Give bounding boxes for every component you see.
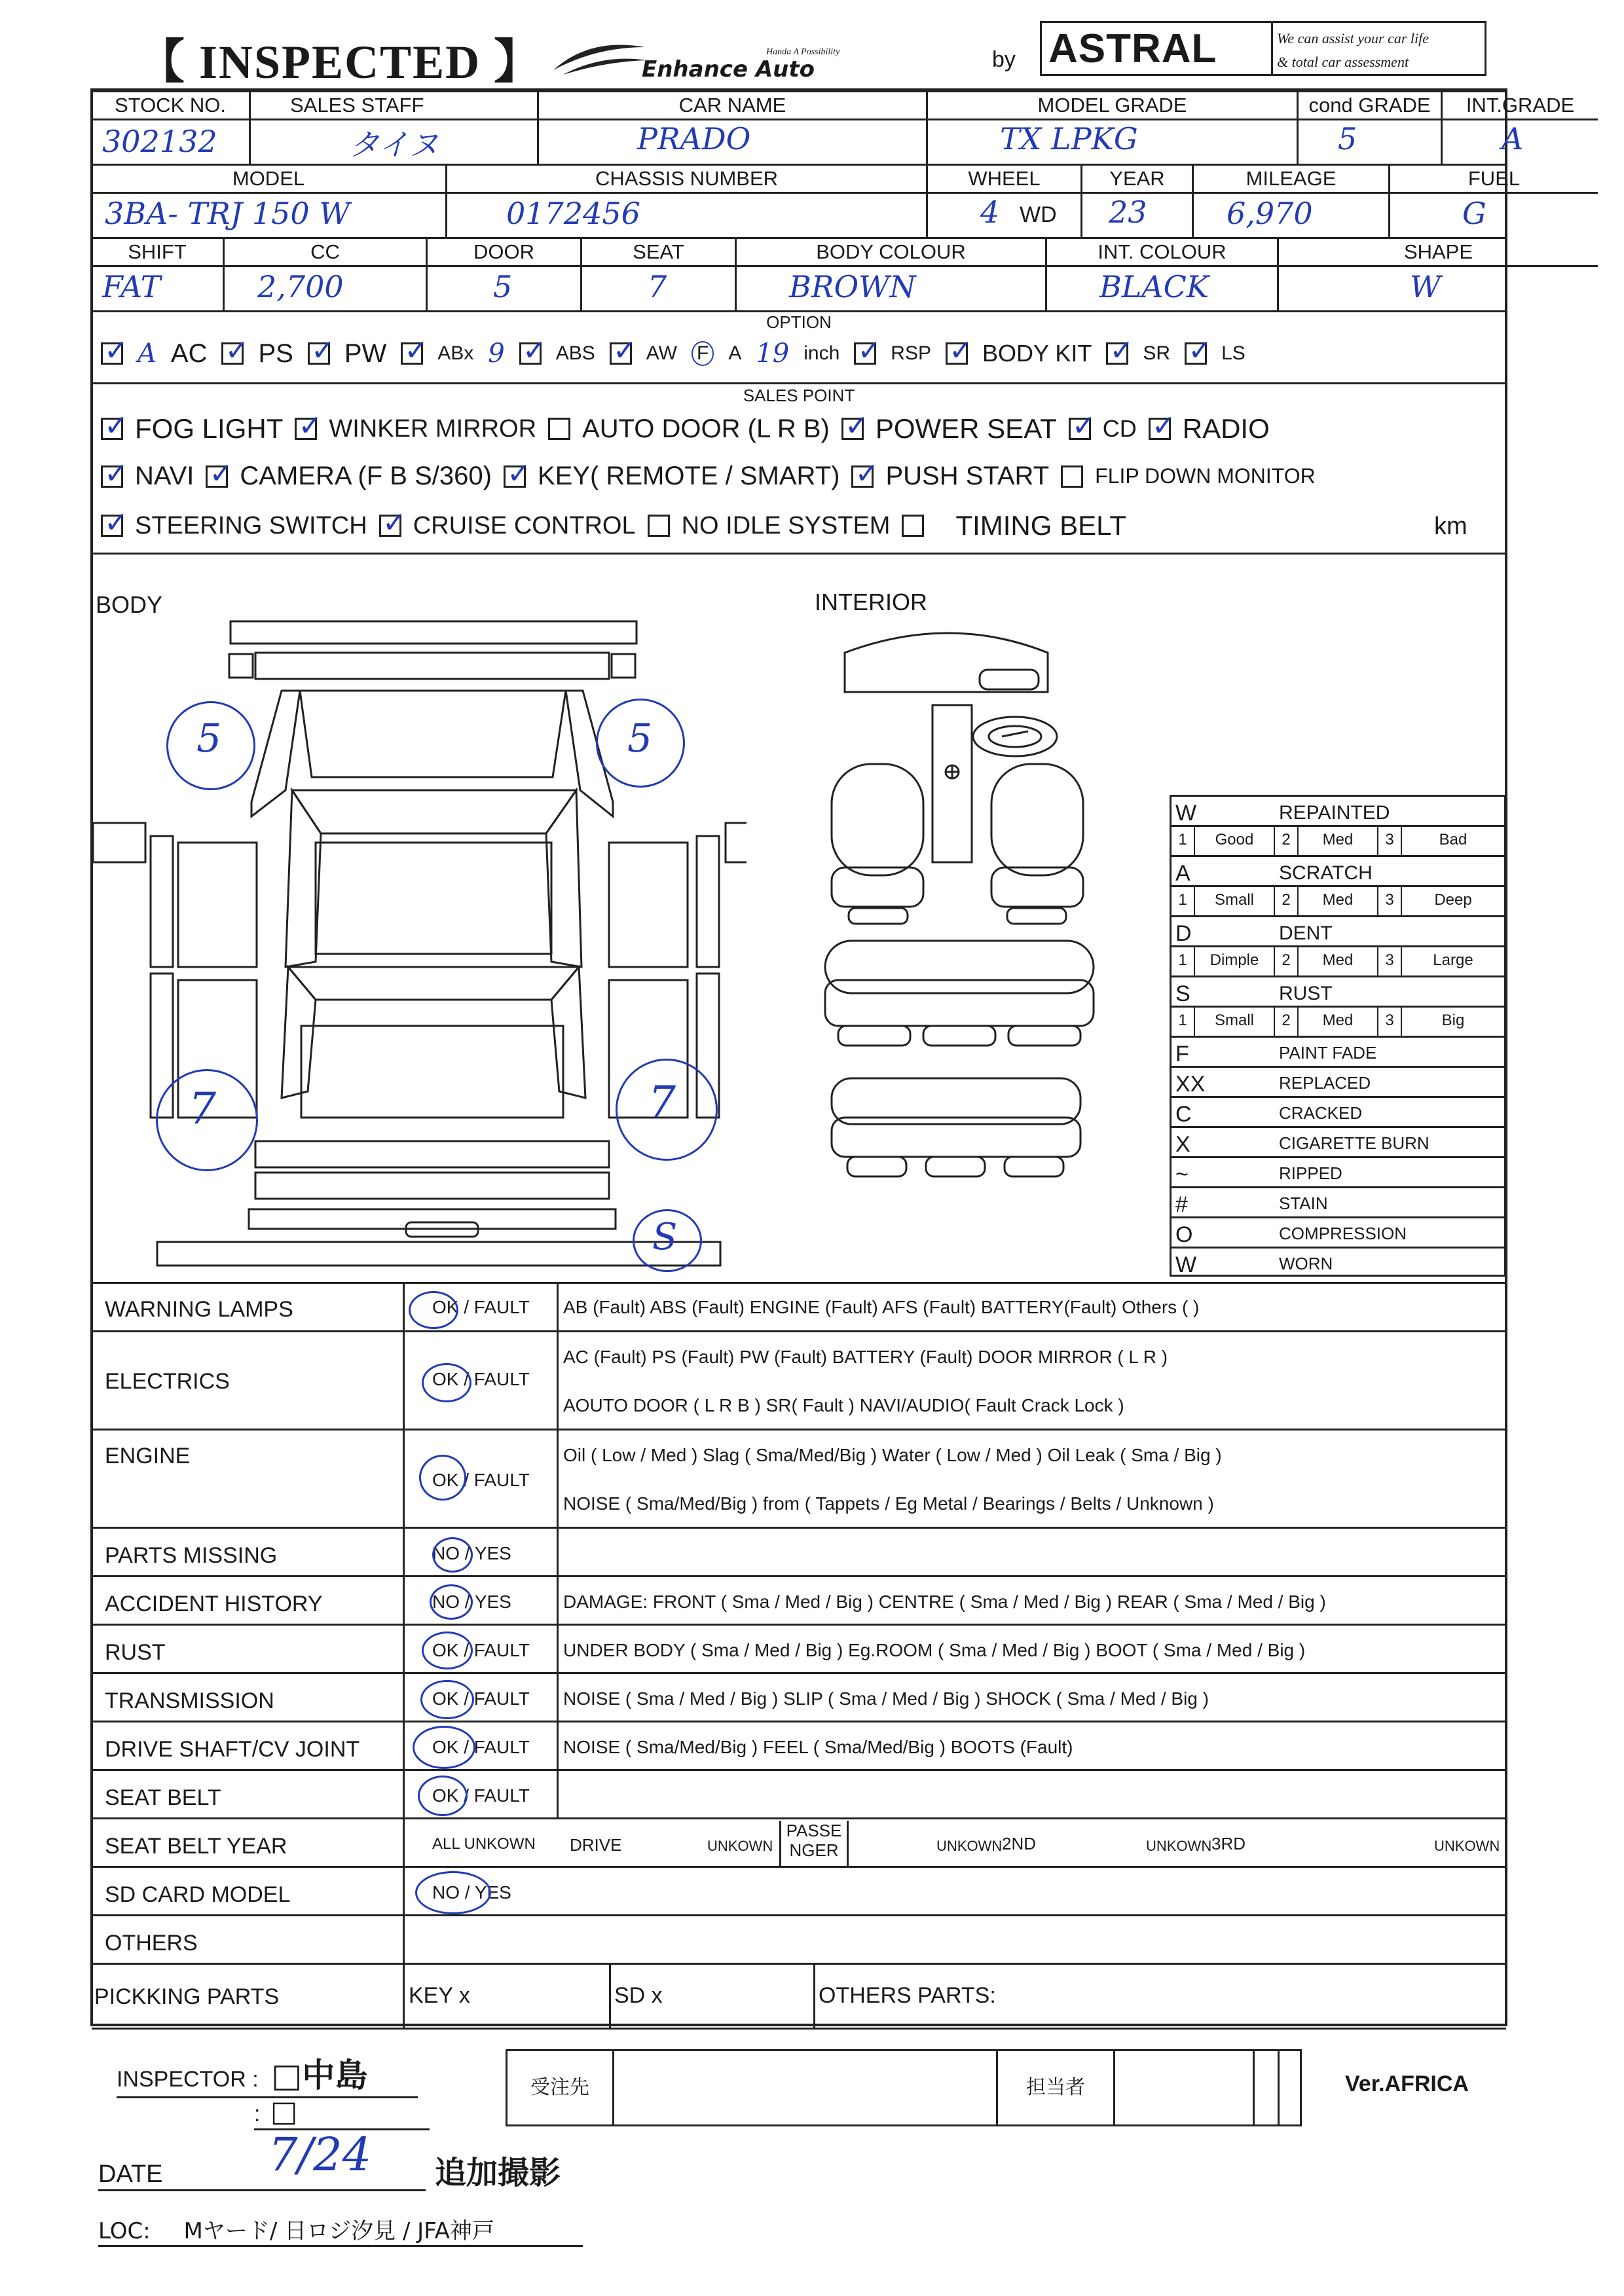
- option-abx-value: 9: [488, 338, 505, 369]
- order-label: 受注先: [507, 2051, 614, 2124]
- model-value: 3BA- TRJ 150 W: [105, 196, 350, 231]
- defect-legend: W REPAINTED 1 Good 2 Med 3 Bad A SCRATCH 1 Small 2 Med 3 Deep D DENT 1 Dimple 2 Med 3 Large S RUST 1 Small 2 Med 3 Big F PAINT FADE XX REPLACED C CRACKED X CIGARETTE BURN ~ RIPPED # STAIN O COMPRESSION W WORN: [1170, 795, 1506, 1277]
- steering-switch-label: STEERING SWITCH: [135, 511, 367, 539]
- info-row-3: [92, 237, 1506, 312]
- fuel-cell: FUEL G: [1388, 166, 1598, 239]
- sales-staff-value: タイヌ: [349, 127, 439, 162]
- option-label: OPTION: [766, 312, 832, 332]
- int-colour-cell: INT. COLOUR BLACK: [1045, 239, 1277, 312]
- extra-photo-label: 追加撮影: [435, 2155, 561, 2191]
- sales-point-label: SALES POINT: [743, 386, 855, 405]
- astral-tagline: We can assist your car life & total car assessment: [1271, 23, 1481, 74]
- cruise-control-checkbox[interactable]: [379, 515, 401, 537]
- order-box: [506, 2049, 1302, 2126]
- winker-mirror-label: WINKER MIRROR: [329, 414, 537, 443]
- auto-door-label: AUTO DOOR (L R B): [582, 414, 830, 443]
- chassis-value: 0172456: [506, 196, 640, 231]
- steering-switch-checkbox[interactable]: [101, 515, 123, 537]
- fog-light-checkbox[interactable]: [101, 418, 123, 440]
- stock-no-cell: STOCK NO. 302132: [92, 92, 249, 166]
- sales-point-section: [92, 382, 1506, 555]
- body-label: BODY: [96, 591, 163, 618]
- stock-no-value: 302132: [102, 124, 217, 159]
- body-mark-front-left: 5: [196, 716, 222, 761]
- location-line: [98, 2213, 583, 2247]
- check-row-parts-missing: PARTS MISSING NO / YES: [92, 1527, 1506, 1577]
- cond-grade-cell: cond GRADE 5: [1297, 92, 1441, 166]
- key-checkbox[interactable]: [504, 465, 526, 488]
- option-aw-f: F: [692, 341, 714, 366]
- body-mark-rear: S: [652, 1216, 678, 1258]
- picking-parts-row: PICKKING PARTS KEY x SD x OTHERS PARTS:: [92, 1963, 1506, 2030]
- camera-label: CAMERA (F B S/360): [240, 462, 492, 490]
- inspector-line: [117, 2049, 418, 2098]
- timing-belt-label: TIMING BELT: [955, 510, 1127, 541]
- shape-value: W: [1410, 269, 1441, 304]
- option-aw: AW: [646, 342, 677, 364]
- option-abs-checkbox[interactable]: [519, 342, 542, 365]
- check-row-accident-history: ACCIDENT HISTORY NO / YES DAMAGE: FRONT ( Sma / Med / Big ) CENTRE ( Sma / Med / Big ) REAR ( Sma / Med / Big ): [92, 1575, 1506, 1626]
- option-ps: PS: [258, 338, 293, 368]
- option-rsp: RSP: [891, 342, 931, 364]
- wheel-cell: WHEEL 4 WD: [926, 166, 1080, 239]
- check-row-seat-belt-year: SEAT BELT YEAR ALL UNKOWN DRIVE UNKOWN PASSE NGER UNKOWN 2ND UNKOWN 3RD UNKOWN: [92, 1817, 1506, 1868]
- int-grade-cell: INT.GRADE A: [1441, 92, 1598, 166]
- cc-cell: CC 2,700: [223, 239, 426, 312]
- inspector-label: INSPECTOR :: [117, 2067, 259, 2092]
- option-sr: SR: [1143, 342, 1171, 364]
- option-bodykit: BODY KIT: [982, 340, 1092, 367]
- logo-text: Enhance Auto: [642, 56, 815, 82]
- option-pw: PW: [344, 338, 387, 368]
- form-title: 【 INSPECTED 】: [138, 36, 543, 88]
- timing-belt-checkbox[interactable]: [902, 515, 924, 537]
- option-bodykit-checkbox[interactable]: [946, 342, 968, 365]
- year-value: 23: [1109, 194, 1147, 230]
- by-label: by: [992, 47, 1016, 72]
- option-a-checkbox[interactable]: [101, 342, 123, 365]
- push-start-checkbox[interactable]: [851, 465, 874, 488]
- option-ls: LS: [1221, 342, 1246, 364]
- seat-cell: SEAT 7: [580, 239, 735, 312]
- radio-label: RADIO: [1182, 413, 1270, 444]
- mileage-value: 6,970: [1227, 196, 1313, 231]
- option-abx-checkbox[interactable]: [401, 342, 423, 365]
- seat-value: 7: [648, 269, 667, 304]
- check-row-transmission: TRANSMISSION OK / FAULT NOISE ( Sma / Med / Big ) SLIP ( Sma / Med / Big ) SHOCK ( Sma / Med / Big ): [92, 1672, 1506, 1722]
- option-row: [92, 310, 1506, 384]
- no-idle-system-label: NO IDLE SYSTEM: [681, 511, 891, 539]
- model-grade-cell: MODEL GRADE TX LPKG: [926, 92, 1297, 166]
- logo-tagline: Handa A Possibility: [766, 47, 840, 57]
- camera-checkbox[interactable]: [206, 465, 228, 488]
- model-cell: MODEL 3BA- TRJ 150 W: [92, 166, 445, 239]
- car-name-value: PRADO: [637, 121, 751, 156]
- option-abs: ABS: [555, 342, 595, 364]
- check-row-seat-belt: SEAT BELT OK / FAULT: [92, 1769, 1506, 1819]
- radio-checkbox[interactable]: [1149, 418, 1171, 440]
- body-mark-rear-right: 7: [648, 1077, 676, 1127]
- cond-grade-value: 5: [1338, 121, 1357, 156]
- option-abx: ABx: [437, 342, 474, 364]
- navi-label: NAVI: [135, 462, 194, 490]
- enhance-auto-logo: [550, 34, 930, 80]
- door-cell: DOOR 5: [426, 239, 580, 312]
- key-label: KEY( REMOTE / SMART): [537, 462, 840, 490]
- option-sr-checkbox[interactable]: [1106, 342, 1128, 365]
- second-inspector-line: : □: [254, 2095, 430, 2130]
- loc-label: LOC:: [98, 2218, 151, 2244]
- push-start-label: PUSH START: [885, 462, 1050, 490]
- check-row-rust: RUST OK / FAULT UNDER BODY ( Sma / Med / Big ) Eg.ROOM ( Sma / Med / Big ) BOOT ( Sma / Med / Big ): [92, 1624, 1506, 1674]
- option-ac: AC: [170, 338, 208, 368]
- power-seat-checkbox[interactable]: [841, 418, 864, 440]
- shift-cell: SHIFT FAT: [92, 239, 223, 312]
- int-grade-value: A: [1502, 121, 1524, 156]
- option-inch: inch: [803, 342, 840, 364]
- km-label: km: [1434, 513, 1467, 540]
- wheel-value: 4: [980, 194, 1000, 230]
- loc-value: Mヤード/ 日ロジ汐見 / JFA神戸: [183, 2218, 494, 2244]
- option-a-mark: A: [138, 338, 157, 369]
- flip-down-monitor-checkbox[interactable]: [1061, 465, 1083, 488]
- check-row-electrics: ELECTRICS OK / FAULT AC (Fault) PS (Fault) PW (Fault) BATTERY (Fault) DOOR MIRROR ( L R ) AOUTO DOOR ( L R B ) SR( Fault ) NAVI/AUDIO( Fault Crack Lock ): [92, 1330, 1506, 1430]
- astral-logo-box: [1040, 21, 1486, 76]
- info-row-1: [92, 90, 1575, 166]
- body-colour-value: BROWN: [789, 269, 916, 304]
- check-row-sd-card: SD CARD MODEL NO / YES: [92, 1866, 1506, 1916]
- option-aw-a: A: [728, 342, 742, 364]
- option-rsp-checkbox[interactable]: [854, 342, 876, 365]
- check-row-warning-lamps: WARNING LAMPS OK / FAULT AB (Fault) ABS (Fault) ENGINE (Fault) AFS (Fault) BATTERY(Fault) Others ( ): [92, 1282, 1506, 1332]
- cruise-control-label: CRUISE CONTROL: [413, 511, 636, 539]
- inspector-value: □中島: [271, 2056, 368, 2094]
- power-seat-label: POWER SEAT: [875, 413, 1057, 444]
- shift-value: FAT: [102, 269, 161, 304]
- fog-light-label: FOG LIGHT: [135, 413, 284, 444]
- body-mark-rear-left: 7: [189, 1084, 216, 1134]
- cd-checkbox[interactable]: [1069, 418, 1091, 440]
- option-aw-value: 19: [756, 338, 790, 369]
- mileage-cell: MILEAGE 6,970: [1192, 166, 1388, 239]
- navi-checkbox[interactable]: [101, 465, 123, 488]
- date-value: 7/24: [268, 2128, 372, 2181]
- check-row-others: OTHERS: [92, 1914, 1506, 1965]
- option-ps-checkbox[interactable]: [221, 342, 244, 365]
- chassis-cell: CHASSIS NUMBER 0172456: [445, 166, 926, 239]
- swoosh-icon: [550, 34, 648, 80]
- car-name-cell: CAR NAME PRADO: [537, 92, 926, 166]
- cd-label: CD: [1102, 415, 1137, 442]
- fuel-value: G: [1462, 196, 1486, 231]
- body-mark-front-right: 5: [627, 716, 653, 761]
- date-line: [98, 2128, 426, 2191]
- cc-value: 2,700: [257, 269, 344, 304]
- body-colour-cell: BODY COLOUR BROWN: [735, 239, 1045, 312]
- sales-staff-cell: SALES STAFF タイヌ: [249, 92, 537, 166]
- no-idle-system-checkbox[interactable]: [648, 515, 670, 537]
- option-aw-checkbox[interactable]: [610, 342, 632, 365]
- option-ls-checkbox[interactable]: [1185, 342, 1207, 365]
- date-label: DATE: [98, 2160, 163, 2188]
- person-label: 担当者: [998, 2051, 1115, 2124]
- auto-door-checkbox[interactable]: [548, 418, 570, 440]
- model-grade-value: TX LPKG: [1000, 121, 1138, 156]
- check-row-engine: ENGINE OK / FAULT Oil ( Low / Med ) Slag ( Sma/Med/Big ) Water ( Low / Med ) Oil Leak ( Sma / Big ) NOISE ( Sma/Med/Big ) from ( Tappets / Eg Metal / Bearings / Belts / Unknown ): [92, 1429, 1506, 1529]
- wheel-suffix: WD: [1020, 202, 1057, 227]
- int-colour-value: BLACK: [1099, 269, 1209, 304]
- body-diagram: [92, 581, 747, 1275]
- info-row-2: [92, 164, 1521, 239]
- year-cell: YEAR 23: [1080, 166, 1192, 239]
- door-value: 5: [493, 269, 513, 304]
- interior-diagram: [819, 620, 1120, 1183]
- version-label: Ver.AFRICA: [1345, 2071, 1469, 2096]
- astral-brand: ASTRAL: [1048, 26, 1217, 71]
- option-pw-checkbox[interactable]: [308, 342, 330, 365]
- winker-mirror-checkbox[interactable]: [295, 418, 317, 440]
- check-row-drive-shaft: DRIVE SHAFT/CV JOINT OK / FAULT NOISE ( Sma/Med/Big ) FEEL ( Sma/Med/Big ) BOOTS (Fault): [92, 1721, 1506, 1771]
- shape-cell: SHAPE W: [1277, 239, 1598, 312]
- interior-label: INTERIOR: [815, 589, 928, 615]
- flip-down-monitor-label: FLIP DOWN MONITOR: [1095, 464, 1316, 488]
